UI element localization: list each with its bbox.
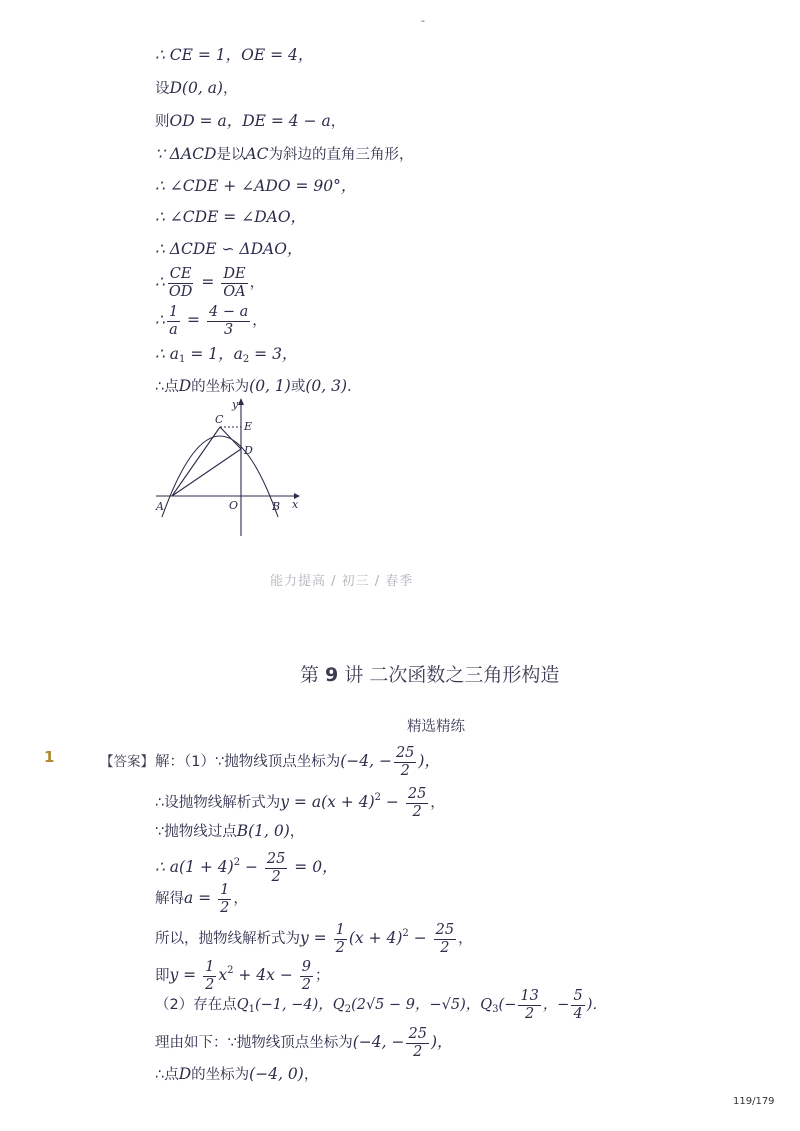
- math: )．: [586, 997, 607, 1013]
- math: (x + 4): [348, 929, 403, 947]
- text: ，: [289, 824, 305, 840]
- text: 或: [290, 379, 306, 395]
- math: (−4, 0): [249, 1065, 304, 1083]
- superscript: 2: [402, 928, 409, 939]
- text: 解：（1）∵抛物线顶点坐标为: [155, 754, 341, 770]
- solution-line-1: ∴ CE = 1，OE = 4，: [155, 46, 314, 64]
- math: = 0，: [289, 858, 338, 876]
- text: 理由如下：∵抛物线顶点坐标为: [155, 1035, 353, 1051]
- math: (2√5 − 9，−√5)，: [351, 997, 481, 1013]
- math: ∴ a: [155, 345, 180, 363]
- fraction: $\frac{CE}{OD}$: [168, 265, 193, 300]
- page-footer: 能力提高 / 初三 / 春季: [270, 574, 414, 589]
- math: = 1，a: [185, 345, 243, 363]
- math: y = a(x + 4): [280, 793, 375, 811]
- label-C: C: [215, 413, 224, 426]
- math: y =: [169, 966, 202, 984]
- solution-line-2: [155, 77, 237, 100]
- answer-line-8: [155, 987, 607, 1028]
- label-B: B: [272, 500, 281, 513]
- answer-tag: 【答案】: [100, 754, 154, 770]
- text: ，: [222, 81, 238, 97]
- math: Q: [236, 997, 249, 1013]
- text: （2）存在点: [155, 997, 237, 1013]
- text: ，: [458, 931, 473, 947]
- math: a =: [184, 889, 217, 907]
- math: AC: [245, 145, 269, 163]
- y-axis-arrow: [238, 398, 244, 405]
- parabola-curve: [162, 436, 281, 517]
- subscript: 3: [492, 1004, 499, 1015]
- text: ．: [347, 379, 362, 395]
- label-A: A: [156, 500, 164, 513]
- section-title: 精选精练: [407, 719, 465, 735]
- math: D(0, a): [169, 79, 223, 97]
- chapter-title: [300, 660, 559, 687]
- math: ，−: [542, 997, 570, 1013]
- text: 的坐标为: [191, 1067, 250, 1083]
- math: y =: [300, 929, 332, 947]
- fraction: $\frac{1}{2}$: [205, 958, 215, 993]
- math: ∴: [155, 858, 170, 876]
- superscript: 2: [227, 965, 234, 976]
- math: −: [381, 793, 404, 811]
- chapter-prefix: 第: [300, 664, 326, 686]
- math: + 4x −: [233, 966, 298, 984]
- math: B(1, 0): [236, 822, 290, 840]
- math: ∴: [155, 273, 165, 291]
- chapter-suffix: 讲 二次函数之三角形构造: [338, 664, 560, 686]
- solution-line-8: [155, 264, 264, 301]
- page-number: 119/179: [733, 1096, 775, 1107]
- solution-line-3: [155, 110, 345, 133]
- fraction: $\frac{1}{a}$: [168, 303, 179, 338]
- text: ∴设抛物线解析式为: [155, 795, 281, 811]
- solution-line-4: [155, 143, 414, 166]
- text: ，: [252, 313, 267, 329]
- text: 所以，抛物线解析式为: [155, 931, 300, 947]
- text: 则: [155, 114, 170, 130]
- fraction: $\frac{1}{2}$: [220, 881, 230, 916]
- math: = 3，: [249, 345, 298, 363]
- fraction: $\frac{DE}{OA}$: [223, 265, 246, 300]
- fraction: $\frac{25}{2}$: [395, 744, 415, 779]
- answer-line-9: [155, 1024, 453, 1061]
- math: (0, 1): [249, 377, 291, 395]
- math: D: [178, 1065, 192, 1083]
- label-x: x: [292, 498, 299, 511]
- subscript: 2: [242, 354, 250, 365]
- text: 的坐标为: [191, 379, 250, 395]
- fraction: $\frac{25}{2}$: [266, 850, 286, 885]
- text: 即: [155, 968, 170, 984]
- math: )，: [430, 1033, 453, 1051]
- math: (−4, −: [340, 752, 392, 770]
- math: ∵ ΔACD: [155, 145, 217, 163]
- chapter-number: 9: [325, 664, 339, 686]
- math: ∴: [155, 311, 165, 329]
- label-O: O: [229, 499, 239, 512]
- math: −: [240, 858, 263, 876]
- subscript: 1: [179, 354, 186, 365]
- math: x: [218, 966, 228, 984]
- text: 是以: [216, 147, 246, 163]
- text: ，: [430, 795, 445, 811]
- math: )，: [418, 752, 440, 770]
- math: (−: [498, 997, 517, 1013]
- question-number: 1: [44, 748, 55, 766]
- label-D: D: [244, 444, 253, 457]
- fraction: $\frac{4 - a}{3}$: [208, 303, 249, 338]
- fraction: $\frac{1}{2}$: [335, 921, 345, 956]
- math: (0, 3): [305, 377, 348, 395]
- text: ；: [315, 968, 330, 984]
- fraction: $\frac{25}{2}$: [407, 785, 427, 820]
- text: ∵抛物线过点: [155, 824, 237, 840]
- text: ∴点: [155, 379, 179, 395]
- math: (−1, −4)，: [255, 997, 333, 1013]
- solution-line-10: [155, 343, 297, 371]
- math: Q: [480, 997, 493, 1013]
- solution-line-7: ∴ ΔCDE ∽ ΔDAO，: [155, 240, 303, 258]
- answer-line-1: [155, 743, 440, 780]
- math: Q: [332, 997, 345, 1013]
- segment-CD: [220, 427, 241, 449]
- text: ，: [330, 114, 346, 130]
- answer-line-6: [155, 916, 473, 957]
- math: D: [178, 377, 192, 395]
- math: a(1 + 4): [169, 858, 234, 876]
- segment-AC: [172, 427, 220, 496]
- fraction: $\frac{13}{2}$: [520, 987, 539, 1022]
- answer-line-10: [155, 1063, 318, 1086]
- math: =: [187, 311, 201, 329]
- fraction: $\frac{25}{2}$: [408, 1025, 427, 1060]
- label-y: y: [232, 398, 239, 411]
- answer-line-5: [155, 880, 248, 917]
- answer-line-2: [155, 780, 445, 821]
- fraction: $\frac{5}{4}$: [573, 987, 583, 1022]
- superscript: 2: [233, 857, 241, 868]
- fraction: $\frac{9}{2}$: [301, 958, 311, 993]
- solution-line-6: ∴ ∠CDE = ∠DAO，: [155, 208, 307, 226]
- parabola-figure: [152, 395, 312, 540]
- text: ，: [303, 1067, 319, 1083]
- text: 设: [155, 81, 170, 97]
- text: 解得: [155, 891, 184, 907]
- header-dash: -: [421, 14, 425, 27]
- segment-AD: [172, 449, 241, 496]
- text: ，: [249, 275, 265, 291]
- superscript: 2: [374, 792, 381, 803]
- math: −: [408, 929, 432, 947]
- math: =: [201, 273, 215, 291]
- subscript: 2: [344, 1004, 352, 1015]
- fraction: $\frac{25}{2}$: [435, 921, 455, 956]
- math: OD = a，DE = 4 − a: [169, 112, 331, 130]
- math: (−4, −: [352, 1033, 405, 1051]
- label-E: E: [244, 420, 253, 433]
- solution-line-9: [155, 302, 267, 339]
- text: ∴点: [155, 1067, 179, 1083]
- answer-line-3: [155, 820, 304, 843]
- text: 为斜边的直角三角形，: [268, 147, 414, 163]
- text: ，: [233, 891, 248, 907]
- solution-line-5: ∴ ∠CDE + ∠ADO = 90°，: [155, 177, 357, 195]
- subscript: 1: [248, 1004, 255, 1015]
